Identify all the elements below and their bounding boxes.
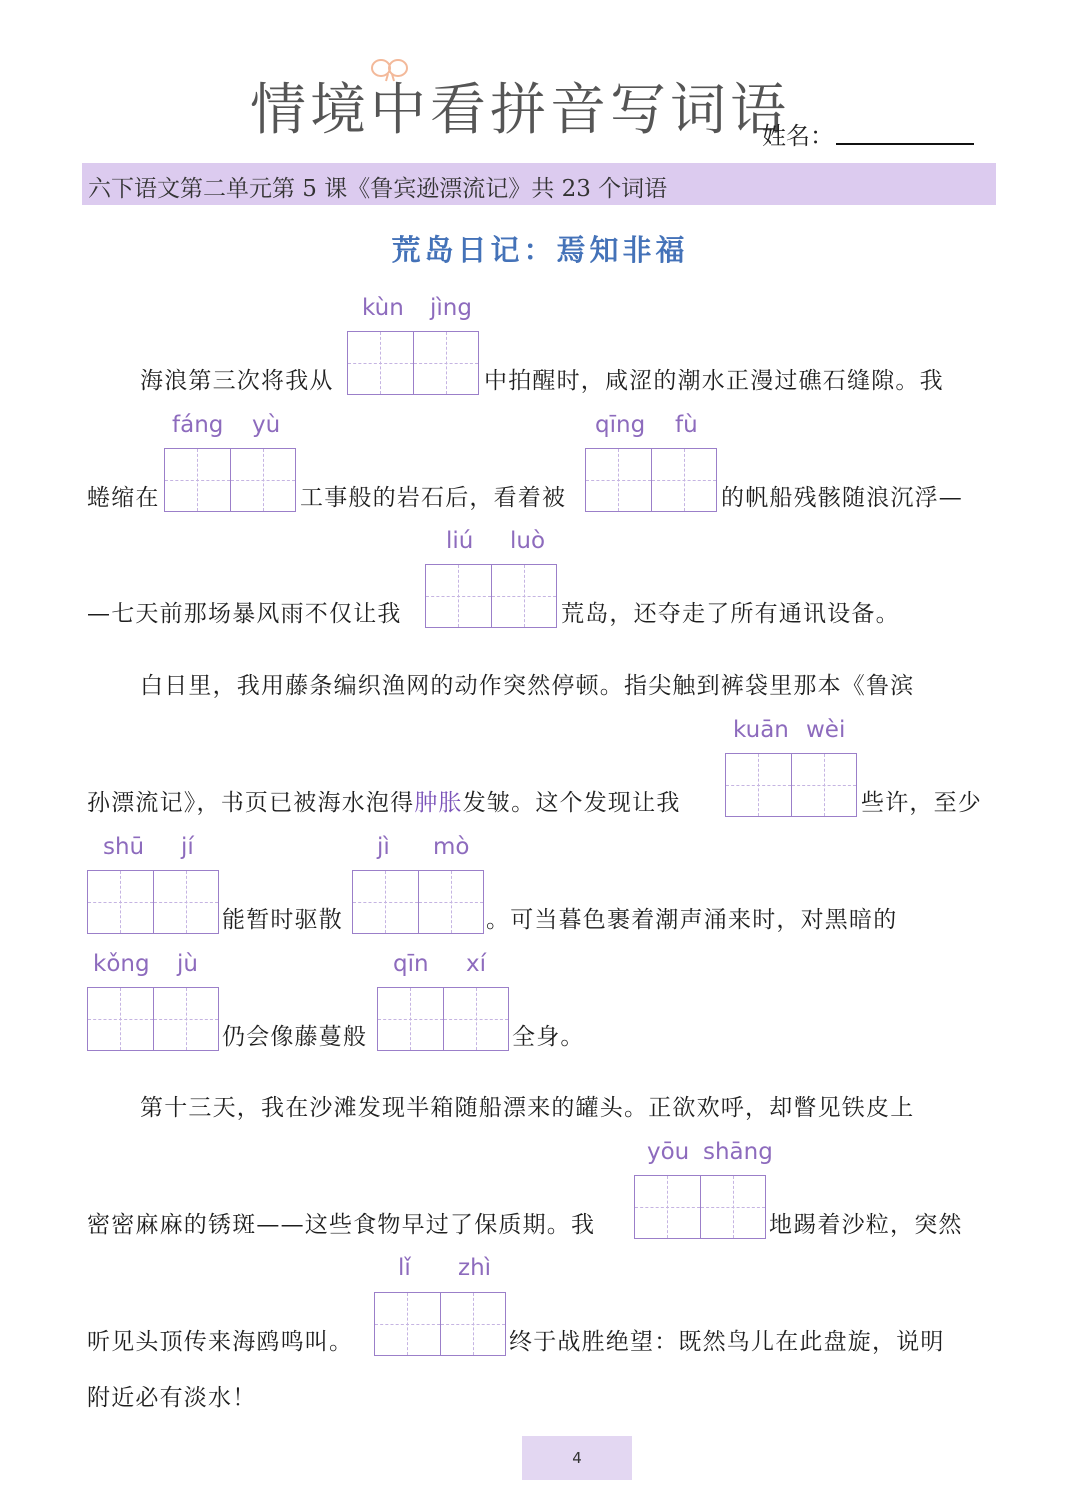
worksheet-title: 情境中看拼音写词语 bbox=[250, 78, 790, 143]
text-line: 地踢着沙粒，突然 bbox=[769, 1212, 963, 1238]
text-line: 蜷缩在 bbox=[87, 485, 160, 511]
lesson-banner bbox=[82, 163, 996, 205]
answer-box-qingfu[interactable] bbox=[585, 448, 717, 512]
highlighted-word: 肿胀 bbox=[414, 790, 463, 816]
text-line: 的帆船残骸随浪沉浮— bbox=[721, 485, 963, 511]
text-line: 些许，至少 bbox=[861, 790, 982, 816]
answer-box-qinxi[interactable] bbox=[377, 987, 509, 1051]
pinyin-label: qīng bbox=[595, 412, 646, 438]
text-line: 工事般的岩石后，看着被 bbox=[300, 485, 567, 511]
answer-box-kuanwei[interactable] bbox=[725, 753, 857, 817]
pinyin-label: wèi bbox=[806, 717, 846, 743]
text-line: 仍会像藤蔓般 bbox=[222, 1024, 368, 1050]
pinyin-label: lǐ bbox=[398, 1255, 411, 1281]
pinyin-label: fáng bbox=[172, 412, 224, 438]
pinyin-label: yōu bbox=[647, 1139, 690, 1165]
text-line: 终于战胜绝望：既然鸟儿在此盘旋，说明 bbox=[509, 1329, 945, 1355]
answer-box-kunjing[interactable] bbox=[347, 331, 479, 395]
page-number-badge: 4 bbox=[522, 1436, 632, 1480]
answer-box-liuluo[interactable] bbox=[425, 564, 557, 628]
text-line: 海浪第三次将我从 bbox=[140, 368, 334, 394]
pinyin-label: qīn bbox=[393, 951, 429, 977]
pinyin-label: zhì bbox=[458, 1255, 492, 1281]
pinyin-label: kuān bbox=[733, 717, 789, 743]
text-line: 听见头顶传来海鸥鸣叫。 bbox=[87, 1329, 354, 1355]
ribbon-decoration-icon bbox=[368, 56, 412, 82]
name-label: 姓名： bbox=[762, 122, 834, 150]
pinyin-label: jù bbox=[177, 951, 198, 977]
text-line: 附近必有淡水！ bbox=[87, 1385, 257, 1411]
text-line: 密密麻麻的锈斑——这些食物早过了保质期。我 bbox=[87, 1212, 596, 1238]
answer-box-lizhi[interactable] bbox=[374, 1292, 506, 1356]
answer-box-fangyu[interactable] bbox=[164, 448, 296, 512]
answer-box-youshang[interactable] bbox=[634, 1175, 766, 1239]
pinyin-label: shāng bbox=[703, 1139, 773, 1165]
pinyin-label: mò bbox=[433, 834, 470, 860]
story-subtitle: 荒岛日记：焉知非福 bbox=[391, 233, 689, 267]
pinyin-label: xí bbox=[466, 951, 487, 977]
text-line: —七天前那场暴风雨不仅让我 bbox=[87, 601, 402, 627]
pinyin-label: jìng bbox=[430, 295, 472, 321]
answer-box-jimo[interactable] bbox=[352, 870, 484, 934]
pinyin-label: jì bbox=[377, 834, 390, 860]
text-line: 白日里，我用藤条编织渔网的动作突然停顿。指尖触到裤袋里那本《鲁滨 bbox=[140, 673, 915, 699]
answer-box-shuji[interactable] bbox=[87, 870, 219, 934]
pinyin-label: jí bbox=[181, 834, 194, 860]
pinyin-label: liú bbox=[446, 528, 474, 554]
text-line: 荒岛，还夺走了所有通讯设备。 bbox=[561, 601, 900, 627]
text-line: 能暂时驱散 bbox=[222, 907, 343, 933]
text-line: 第十三天，我在沙滩发现半箱随船漂来的罐头。正欲欢呼，却瞥见铁皮上 bbox=[140, 1095, 915, 1121]
text-line: 。可当暮色裹着潮声涌来时，对黑暗的 bbox=[486, 907, 898, 933]
text-line: 孙漂流记》，书页已被海水泡得肿胀发皱。这个发现让我 bbox=[87, 790, 681, 816]
pinyin-label: kǒng bbox=[93, 951, 150, 977]
pinyin-label: luò bbox=[510, 528, 546, 554]
pinyin-label: kùn bbox=[362, 295, 404, 321]
lesson-banner-text: 六下语文第二单元第 5 课《鲁宾逊漂流记》共 23 个词语 bbox=[88, 176, 668, 202]
name-input-line[interactable] bbox=[836, 143, 974, 145]
text-line: 全身。 bbox=[512, 1024, 585, 1050]
pinyin-label: shū bbox=[103, 834, 145, 860]
text-line: 中拍醒时，咸涩的潮水正漫过礁石缝隙。我 bbox=[484, 368, 944, 394]
pinyin-label: fù bbox=[675, 412, 698, 438]
pinyin-label: yù bbox=[252, 412, 281, 438]
answer-box-kongju[interactable] bbox=[87, 987, 219, 1051]
